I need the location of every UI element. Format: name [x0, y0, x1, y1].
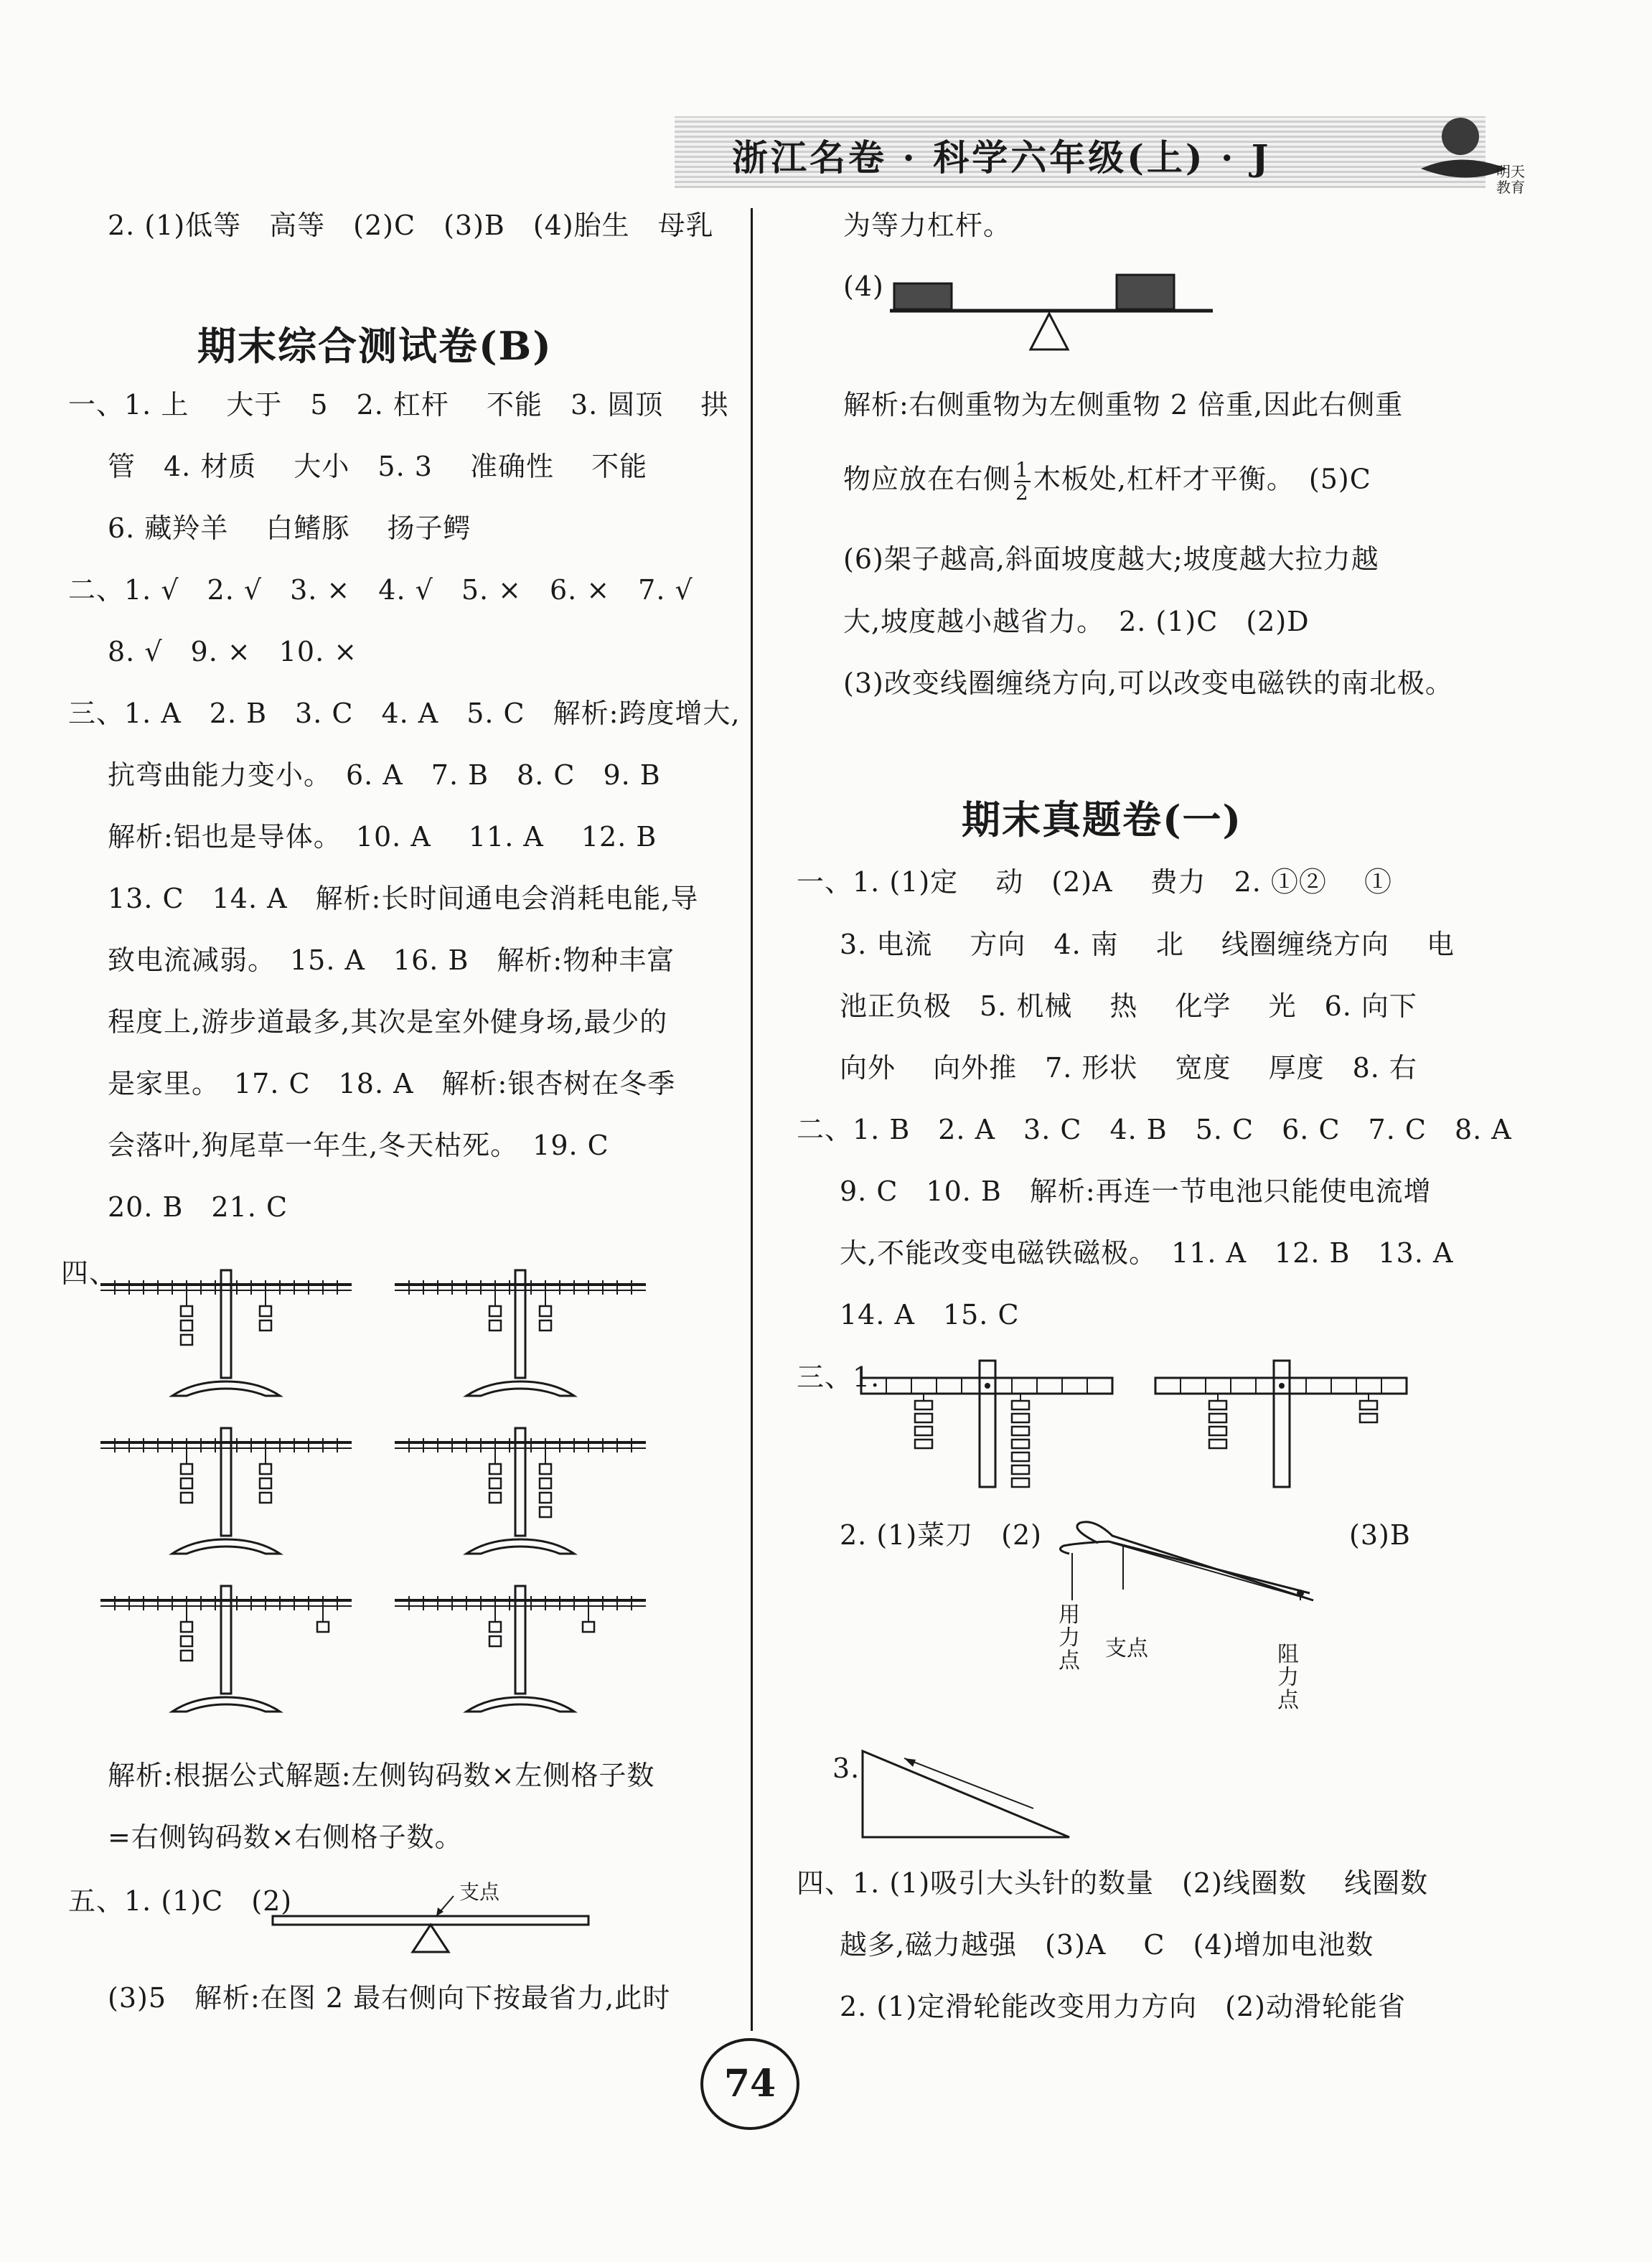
q3-label: 三、1. — [797, 1361, 881, 1393]
answer-line: 为等力杠杆。 — [843, 210, 1012, 241]
answer-line: 13. C 14. A 解析:长时间通电会消耗电能,导 — [108, 883, 699, 914]
answer-line: 池正负极 5. 机械 热 化学 光 6. 向下 — [840, 990, 1417, 1022]
answer-line: 四、1. (1)吸引大头针的数量 (2)线圈数 线圈数 — [797, 1867, 1429, 1899]
answer-line: 解析:铝也是导体。 10. A 11. A 12. B — [108, 821, 657, 853]
answer-line: 会落叶,狗尾草一年生,冬天枯死。 19. C — [108, 1130, 609, 1161]
answer-line: (3)改变线圈缠绕方向,可以改变电磁铁的南北极。 — [843, 667, 1453, 699]
answer-line: 大,坡度越小越省力。 2. (1)C (2)D — [843, 606, 1310, 637]
answer-line: 9. C 10. B 解析:再连一节电池只能使电流增 — [840, 1175, 1432, 1207]
answer-line: 二、1. √ 2. √ 3. × 4. √ 5. × 6. × 7. √ — [68, 574, 693, 606]
section-title-1: 期末真题卷(一) — [962, 797, 1243, 843]
answer-line: 三、1. A 2. B 3. C 4. A 5. C 解析:跨度增大, — [68, 698, 741, 729]
answer-line: 3. 电流 方向 4. 南 北 线圈缠绕方向 电 — [840, 929, 1455, 960]
q4-note-1: 解析:根据公式解题:左侧钩码数×左侧格子数 — [108, 1760, 655, 1791]
q4-label-right: (4) — [843, 271, 884, 302]
answer-line: 大,不能改变电磁铁磁极。 11. A 12. B 13. A — [840, 1237, 1454, 1269]
q5-label: 五、1. (1)C (2) — [68, 1885, 293, 1917]
q4-note-2: =右侧钩码数×右侧格子数。 — [108, 1821, 463, 1853]
page-number: 74 — [700, 2038, 799, 2130]
answer-line: 抗弯曲能力变小。 6. A 7. B 8. C 9. B — [108, 759, 661, 791]
answer-line: 6. 藏羚羊 白鳍豚 扬子鳄 — [108, 512, 471, 544]
answer-line: 向外 向外推 7. 形状 宽度 厚度 8. 右 — [840, 1052, 1417, 1084]
answer-line: 20. B 21. C — [108, 1191, 288, 1223]
load-point-label: 阻力点 — [1277, 1642, 1299, 1713]
answer-line: (6)架子越高,斜面坡度越大;坡度越大拉力越 — [843, 543, 1379, 575]
answer-line: 越多,磁力越强 (3)A C (4)增加电池数 — [840, 1929, 1374, 1961]
section-title-b: 期末综合测试卷(B) — [197, 323, 553, 369]
lever-fulcrum-diagram — [266, 1880, 596, 1959]
answer-line: 致电流减弱。 15. A 16. B 解析:物种丰富 — [108, 944, 675, 976]
answer-line: 14. A 15. C — [840, 1299, 1020, 1331]
incline-diagram — [861, 1737, 1076, 1844]
scissors-diagram — [1055, 1521, 1320, 1600]
effort-point-label: 用力点 — [1059, 1602, 1080, 1674]
q5-note: (3)5 解析:在图 2 最右侧向下按最省力,此时 — [108, 1982, 671, 2014]
answer-line: 一、1. 上 大于 5 2. 杠杆 不能 3. 圆顶 拱 — [68, 389, 729, 421]
fulcrum-label-scissors: 支点 — [1105, 1636, 1148, 1661]
answer-line: 2. (1)定滑轮能改变用力方向 (2)动滑轮能省 — [840, 1991, 1406, 2022]
header-title: 浙江名卷 · 科学六年级(上) · J — [732, 136, 1272, 179]
fraction: $\frac{1}{2}$ — [1015, 458, 1029, 505]
answer-line: 二、1. B 2. A 3. C 4. B 5. C 6. C 7. C 8. A — [797, 1114, 1512, 1145]
lever-stand-diagrams — [100, 1263, 660, 1737]
answer-line: 一、1. (1)定 动 (2)A 费力 2. ①② ① — [797, 866, 1393, 898]
answer-line: 管 4. 材质 大小 5. 3 准确性 不能 — [108, 451, 648, 482]
answer-line: 物应放在右侧 $\frac{1}{2}$ 木板处,杠杆才平衡。 (5)C — [843, 458, 1371, 505]
q3-2-label: 2. (1)菜刀 (2) — [840, 1519, 1042, 1551]
logo-text: 明天 教育 — [1496, 163, 1525, 196]
balance-board-diagram — [890, 269, 1220, 362]
prev-answer: 2. (1)低等 高等 (2)C (3)B (4)胎生 母乳 — [108, 210, 714, 241]
q3-2-answer: (3)B — [1349, 1519, 1411, 1551]
q4-label: 四、 — [61, 1257, 118, 1289]
answer-line: 是家里。 17. C 18. A 解析:银杏树在冬季 — [108, 1068, 676, 1099]
answer-line: 程度上,游步道最多,其次是室外健身场,最少的 — [108, 1006, 668, 1038]
column-divider — [751, 208, 753, 2031]
answer-line: 解析:右侧重物为左侧重物 2 倍重,因此右侧重 — [843, 389, 1404, 421]
q3-3-label: 3. — [832, 1752, 860, 1784]
fulcrum-label: 支点 — [459, 1880, 500, 1904]
lever-weights-diagram — [861, 1356, 1421, 1493]
answer-line: 8. √ 9. × 10. × — [108, 636, 358, 667]
